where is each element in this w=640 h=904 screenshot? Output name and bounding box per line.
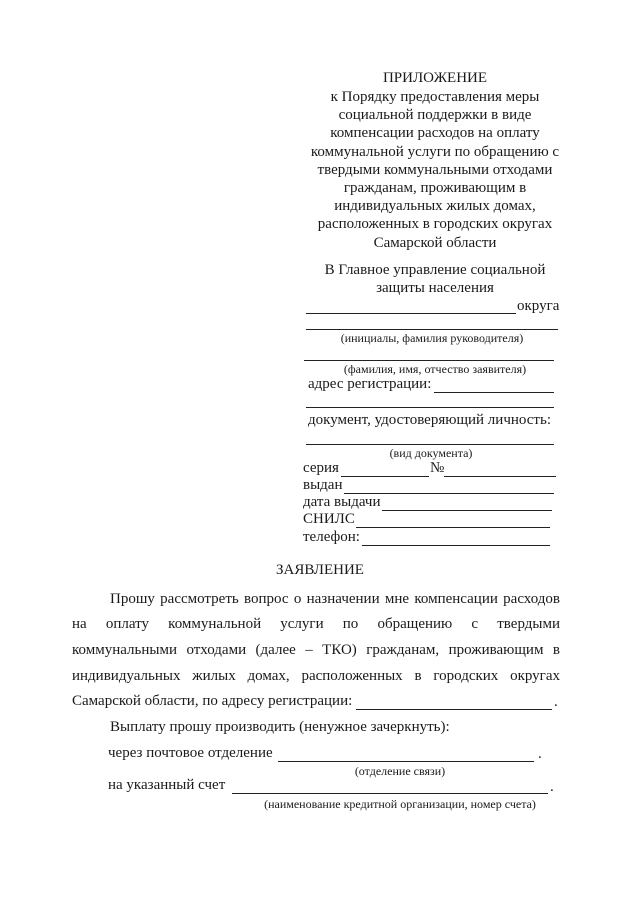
post-dot: . — [538, 746, 542, 762]
head-name-field[interactable] — [306, 329, 558, 330]
payment-label: Выплату прошу производить (ненужное зачеркнуть): — [110, 719, 450, 735]
account-field[interactable] — [232, 793, 548, 794]
snils-field[interactable] — [356, 527, 550, 528]
appendix-line: твердыми коммунальными отходами — [317, 161, 553, 178]
appendix-line: компенсации расходов на оплату — [330, 125, 540, 142]
account-label: на указанный счет — [108, 777, 226, 793]
appendix-line: Самарской области — [373, 234, 497, 251]
id-document-label: документ, удостоверяющий личность: — [308, 412, 551, 428]
issued-label: выдан — [303, 477, 343, 493]
doc-type-caption: (вид документа) — [389, 446, 473, 460]
appendix-line: индивидуальных жилых домах, — [334, 198, 536, 215]
phone-field[interactable] — [362, 545, 550, 546]
statement-address-dot: . — [554, 694, 558, 710]
appendix-line: к Порядку предоставления меры — [330, 89, 540, 105]
statement-line: Прошу рассмотреть вопрос о назначении мне компенсации расходов — [110, 591, 560, 607]
issue-date-field[interactable] — [382, 510, 552, 511]
reg-address-field[interactable] — [434, 392, 554, 393]
head-name-caption: (инициалы, фамилия руководителя) — [340, 331, 524, 345]
statement-line: на оплату коммунальной услуги по обращению с твердыми — [72, 616, 560, 632]
statement-line: индивидуальных жилых домах, расположенных в городских округах — [72, 668, 560, 684]
appendix-line: гражданам, проживающим в — [343, 180, 527, 197]
appendix-line: социальной поддержки в виде — [338, 107, 532, 124]
number-label: № — [430, 460, 445, 476]
addressee-to-line1: В Главное управление социальной — [324, 262, 546, 278]
series-label: серия — [303, 460, 339, 476]
account-dot: . — [550, 779, 554, 795]
appendix-line: расположенных в городских округах — [317, 216, 553, 233]
addressee-to-line2: защиты населения — [376, 280, 494, 296]
okrug-field[interactable] — [306, 313, 516, 314]
doc-type-field[interactable] — [306, 444, 554, 445]
snils-label: СНИЛС — [303, 511, 355, 527]
applicant-name-caption: (фамилия, имя, отчество заявителя) — [343, 362, 527, 376]
post-office-field[interactable] — [278, 761, 534, 762]
reg-address-field-2[interactable] — [306, 407, 554, 408]
statement-line: коммунальными отходами (далее – ТКО) гражданам, проживающим в — [72, 642, 560, 658]
statement-address-field[interactable] — [356, 709, 552, 710]
appendix-text — [305, 88, 565, 252]
okrug-label: округа — [517, 298, 560, 314]
appendix-line: коммунальной услуги по обращению с — [310, 143, 560, 160]
reg-address-label: адрес регистрации: — [308, 376, 432, 392]
number-field[interactable] — [444, 476, 556, 477]
appendix-title: ПРИЛОЖЕНИЕ — [382, 70, 488, 86]
series-field[interactable] — [341, 476, 429, 477]
issue-date-label: дата выдачи — [303, 494, 381, 510]
phone-label: телефон: — [303, 529, 360, 545]
statement-last-line: Самарской области, по адресу регистрации: — [72, 693, 353, 709]
post-label: через почтовое отделение — [108, 745, 273, 761]
account-caption: (наименование кредитной организации, номер счета) — [264, 797, 536, 811]
statement-title: ЗАЯВЛЕНИЕ — [276, 562, 364, 578]
applicant-name-field[interactable] — [304, 360, 554, 361]
post-office-caption: (отделение связи) — [354, 764, 446, 778]
